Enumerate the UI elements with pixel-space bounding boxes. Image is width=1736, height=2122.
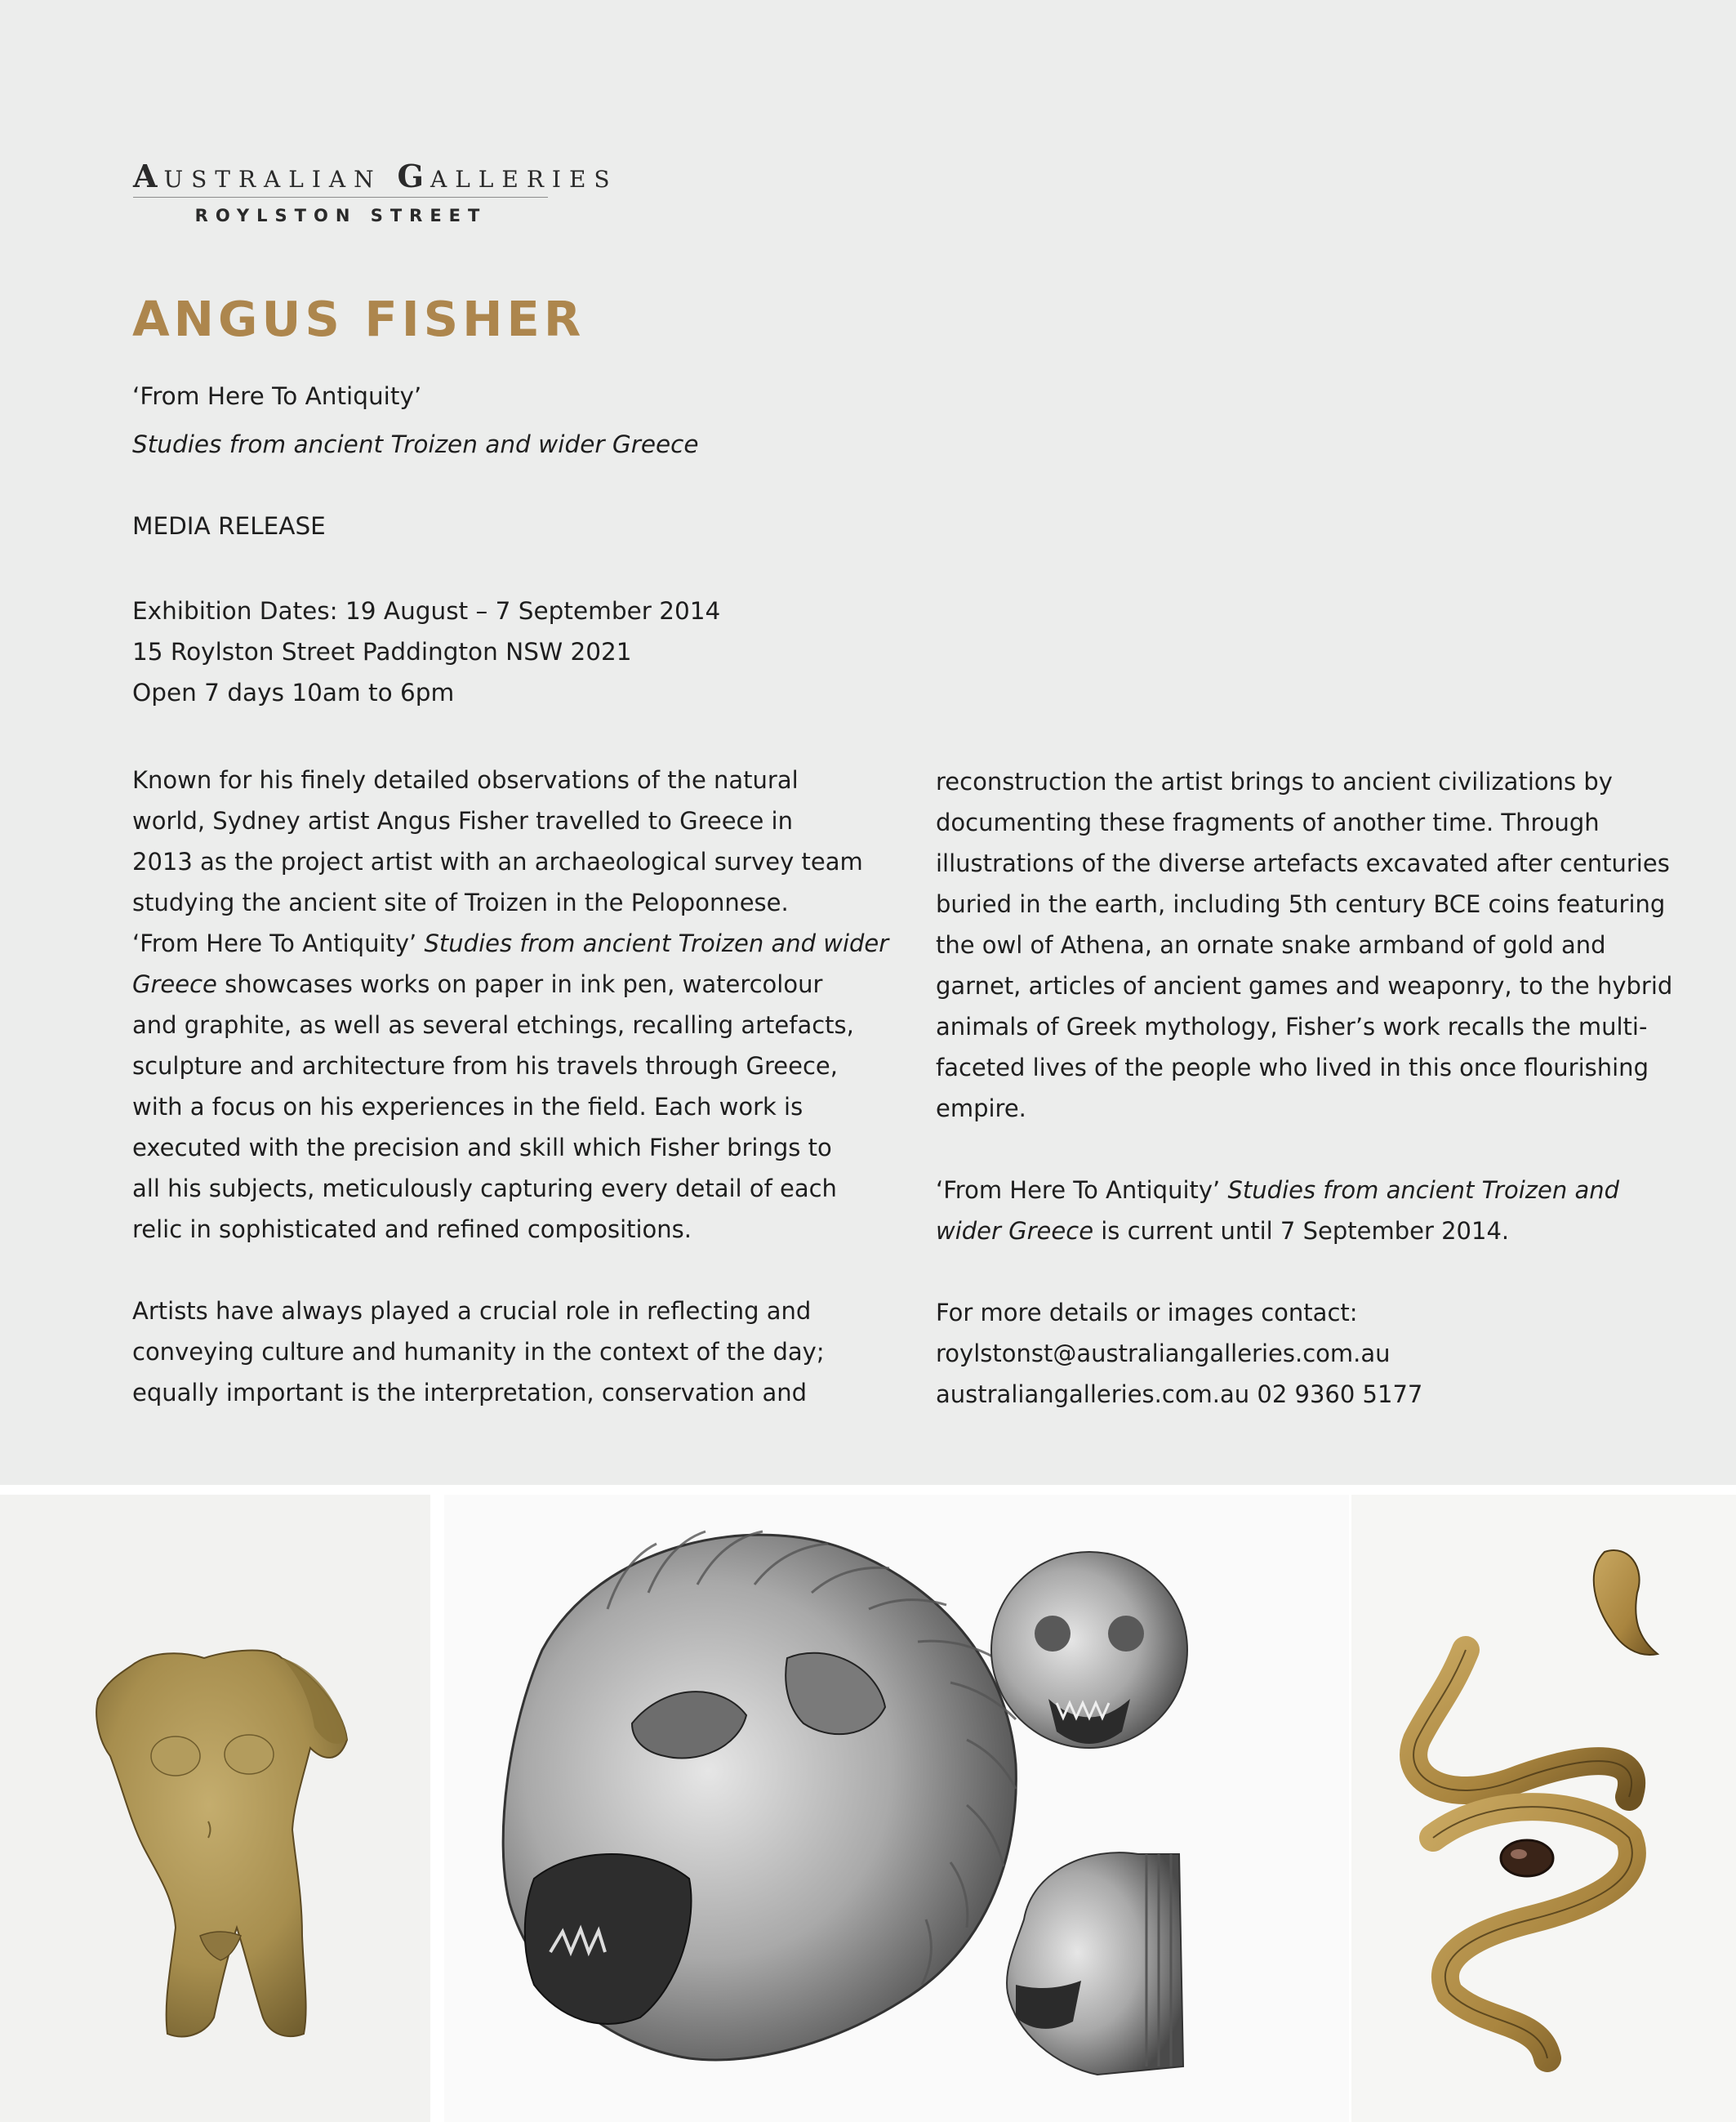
body-line: ‘From Here To Antiquity’ Studies from ancient Troizen and bbox=[936, 1176, 1620, 1204]
body-line: illustrations of the diverse artefacts excavated after centuries bbox=[936, 849, 1670, 877]
exhibition-subtitle: Studies from ancient Troizen and wider Greece bbox=[132, 430, 699, 458]
body-line: all his subjects, meticulously capturing every detail of each bbox=[132, 1175, 837, 1202]
body-line: wider Greece is current until 7 September 2014. bbox=[936, 1217, 1510, 1245]
small-lion-head-front bbox=[991, 1552, 1187, 1748]
body-line: studying the ancient site of Troizen in the Peloponnese. bbox=[132, 889, 789, 916]
body-line: conveying culture and humanity in the context of the day; bbox=[132, 1338, 825, 1366]
body-line: faceted lives of the people who lived in this once flourishing bbox=[936, 1054, 1649, 1081]
body-line: executed with the precision and skill which Fisher brings to bbox=[132, 1134, 832, 1161]
body-line: and graphite, as well as several etchings, recalling artefacts, bbox=[132, 1011, 854, 1039]
body-line: relic in sophisticated and refined compositions. bbox=[132, 1215, 692, 1243]
body-line: documenting these fragments of another time. Through bbox=[936, 809, 1600, 836]
artist-name: ANGUS FISHER bbox=[132, 291, 585, 347]
body-line: the owl of Athena, an ornate snake armband of gold and bbox=[936, 931, 1606, 959]
body-line: animals of Greek mythology, Fisher’s work recalls the multi- bbox=[936, 1013, 1648, 1041]
body-right-column bbox=[936, 761, 1672, 1415]
snake-head-detail bbox=[1594, 1550, 1658, 1655]
lion-heads-drawing bbox=[444, 1495, 1349, 2122]
artwork-snake-armband-panel bbox=[1351, 1495, 1736, 2122]
body-line: Known for his finely detailed observations of the natural bbox=[132, 766, 799, 794]
gallery-logo bbox=[133, 158, 618, 225]
snake-armband-drawing bbox=[1351, 1495, 1736, 2122]
opening-hours: Open 7 days 10am to 6pm bbox=[132, 679, 455, 707]
logo-divider bbox=[133, 197, 548, 198]
body-line: buried in the earth, including 5th century BCE coins featuring bbox=[936, 890, 1666, 918]
body-line: 2013 as the project artist with an archaeological survey team bbox=[132, 848, 863, 876]
contact-website-phone: australiangalleries.com.au 02 9360 5177 bbox=[936, 1380, 1423, 1408]
logo-subtitle: ROYLSTON STREET bbox=[194, 206, 487, 225]
paragraph-gap bbox=[936, 1129, 1672, 1170]
large-lion-head bbox=[503, 1531, 1016, 2060]
gallery-address: 15 Roylston Street Paddington NSW 2021 bbox=[132, 638, 632, 666]
body-line: world, Sydney artist Angus Fisher travelled to Greece in bbox=[132, 807, 793, 835]
paragraph-gap bbox=[936, 1251, 1672, 1292]
artwork-strip bbox=[0, 1485, 1736, 2122]
garnet-gem bbox=[1501, 1840, 1553, 1876]
body-line: with a focus on his experiences in the field. Each work is bbox=[132, 1093, 803, 1121]
logo-wordmark: AUSTRALIAN GALLERIES bbox=[133, 158, 618, 194]
exhibition-title: ‘From Here To Antiquity’ bbox=[132, 382, 422, 410]
small-lion-head-profile bbox=[1007, 1852, 1183, 2075]
body-line: garnet, articles of ancient games and weaponry, to the hybrid bbox=[936, 972, 1673, 1000]
body-line: empire. bbox=[936, 1094, 1026, 1122]
artwork-lion-heads-panel bbox=[444, 1495, 1349, 2122]
artwork-torso-panel bbox=[0, 1495, 430, 2122]
torso-sculpture-drawing bbox=[0, 1495, 430, 2122]
exhibition-dates: Exhibition Dates: 19 August – 7 September 2014 bbox=[132, 597, 721, 625]
body-line: sculpture and architecture from his travels through Greece, bbox=[132, 1052, 838, 1080]
media-release-label: MEDIA RELEASE bbox=[132, 512, 326, 540]
body-line: Artists have always played a crucial role in reflecting and bbox=[132, 1297, 812, 1325]
contact-email: roylstonst@australiangalleries.com.au bbox=[936, 1340, 1391, 1367]
body-line: reconstruction the artist brings to ancient civilizations by bbox=[936, 768, 1613, 796]
body-line: equally important is the interpretation, conservation and bbox=[132, 1379, 808, 1406]
contact-heading: For more details or images contact: bbox=[936, 1299, 1358, 1326]
body-line: ‘From Here To Antiquity’ Studies from ancient Troizen and wider bbox=[132, 929, 889, 957]
body-left-column bbox=[132, 760, 888, 1413]
paragraph-gap bbox=[132, 1250, 888, 1291]
body-line: Greece showcases works on paper in ink pen, watercolour bbox=[132, 970, 823, 998]
